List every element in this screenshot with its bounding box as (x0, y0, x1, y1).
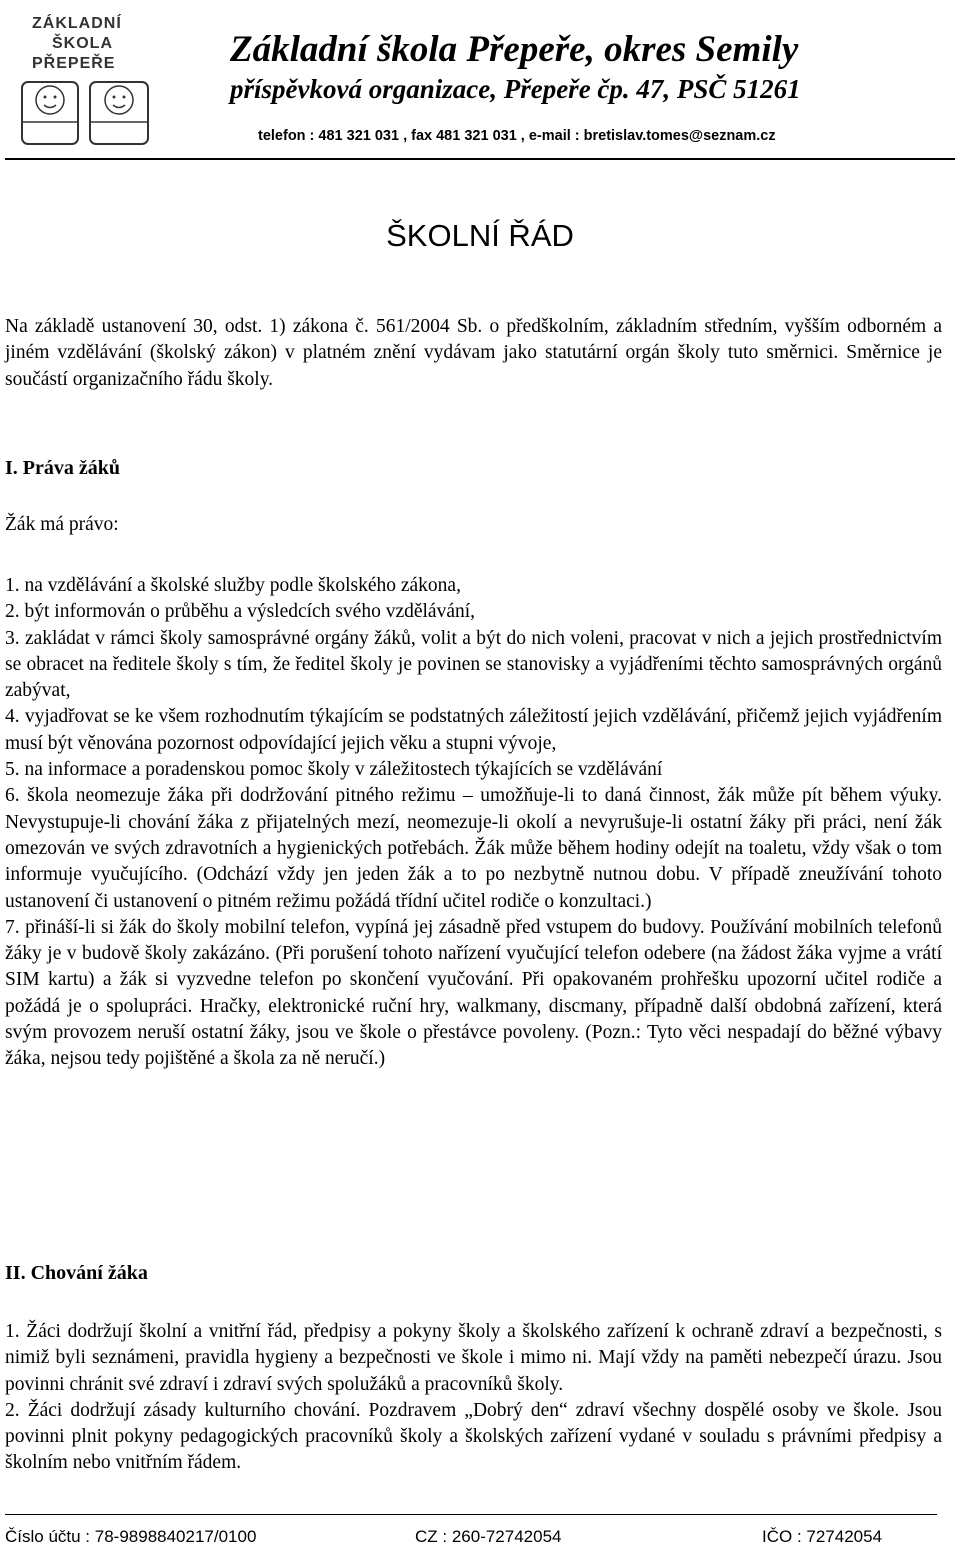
list-item: 2. Žáci dodržují zásady kulturního chování. Pozdravem „Dobrý den“ zdraví všechny dospělé osoby ve škole. Jsou povinni plnit pokyny pedagogických pracovníků školy a školských zařízení vydané v souladu s právními předpisy a školním nebo vnitřním řádem. (5, 1399, 942, 1474)
svg-text:ZÁKLADNÍ: ZÁKLADNÍ (32, 15, 122, 32)
svg-text:ŠKOLA: ŠKOLA (52, 35, 113, 52)
header-divider (5, 158, 955, 160)
list-item: 2. být informován o průběhu a výsledcích svého vzdělávání, (5, 601, 476, 623)
document-title: ŠKOLNÍ ŘÁD (386, 218, 574, 253)
list-item: 1. na vzdělávání a školské služby podle školského zákona, (5, 575, 461, 596)
section-rights-heading: I. Práva žáků (5, 457, 120, 479)
svg-text:PŘEPEŘE: PŘEPEŘE (32, 55, 116, 72)
footer-divider (5, 1514, 937, 1515)
school-logo-drawing (10, 4, 160, 152)
footer-account: Číslo účtu : 78-9898840217/0100 (5, 1527, 257, 1546)
list-item: 4. vyjadřovat se ke všem rozhodnutím týkajícím se podstatných záležitostí jejich vzdělávání, přičemž jejich vyjádřením musí být věnována pozornost odpovídající jejich věku a stupni vývoje, (5, 706, 942, 754)
school-subtitle: příspěvková organizace, Přepeře čp. 47, PSČ 51261 (230, 74, 801, 104)
list-item: 7. přináší-li si žák do školy mobilní telefon, vypíná jej zásadně před vstupem do budovy. Používání mobilních telefonů žáky je v budově školy zakázáno. (Při porušení tohoto nařízení vyučující telefon odebere (na žádost žáka vyjme a vrátí SIM kartu) a žák si vyzvedne telefon po skončení vyučování. Při opakovaném prohřešku upozorní učitel rodiče a požádá je o spolupráci. Hračky, elektronické ruční hry, walkmany, discmany, případně další obdobná zařízení, která svým provozem neruší ostatní žáky, jsou ve škole o přestávce povoleny. (Pozn.: Tyto věci nespadají do běžné výbavy žáka, nejsou tedy pojištěné a škola za ně neručí.) (5, 916, 942, 1070)
section-behaviour-list (5, 1319, 942, 1477)
footer-vat: CZ : 260-72742054 (415, 1527, 562, 1546)
list-item: 6. škola neomezuje žáka při dodržování pitného režimu – umožňuje-li to daná činnost, žák může pít během výuky. Nevystupuje-li chování žáka z přijatelných mezí, neomezuje-li okolí a nevyrušuje-li ostatní žáky při práci, není žák omezován ve svých zdravotních a hygienických potřebách. Žák může během hodiny odejít na toaletu, vždy však o tom informuje vyučujícího. (Odchází vždy jen jeden žák a to po nezbytně nutnou dobu. V případě zneužívání tohoto ustanovení či ustanovení o pitném režimu požádá třídní učitel rodiče o konzultaci.) (5, 785, 942, 912)
section-behaviour-heading: II. Chování žáka (5, 1262, 148, 1284)
school-contact: telefon : 481 321 031 , fax 481 321 031 , e-mail : bretislav.tomes@seznam.cz (258, 128, 776, 144)
list-item: 1. Žáci dodržují školní a vnitřní řád, předpisy a pokyny školy a školského zařízení k ochraně zdraví a bezpečnosti, s nimiž byli seznámeni, pravidla hygieny a bezpečnosti ve škole i mimo ni. Mají vždy na paměti nebezpečí úrazu. Jsou povinni chránit své zdraví i zdraví svých spolužáků a pracovníků školy. (5, 1321, 942, 1395)
section-rights-list (5, 573, 942, 1073)
school-name: Základní škola Přepeře, okres Semily (230, 29, 799, 70)
list-item: 5. na informace a poradenskou pomoc školy v záležitostech týkajících se vzdělávání (5, 759, 663, 781)
footer-company-id: IČO : 72742054 (762, 1527, 883, 1546)
section-rights-lead: Žák má právo: (5, 514, 119, 535)
list-item: 3. zakládat v rámci školy samosprávné orgány žáků, volit a být do nich voleni, pracovat v nich a jejich prostřednictvím se obracet na ředitele školy s tím, že ředitel školy je povinen se stanovisky a vyjádřeními těchto samosprávných orgánů zabývat, (5, 627, 942, 702)
school-logo (10, 4, 160, 152)
intro-paragraph: Na základě ustanovení 30, odst. 1) zákona č. 561/2004 Sb. o předškolním, základním středním, vyšším odborném a jiném vzdělávání (školský zákon) v platném znění vydávam jako statutární orgán školy tuto směrnici. Směrnice je součástí organizačního řádu školy. (5, 316, 942, 390)
